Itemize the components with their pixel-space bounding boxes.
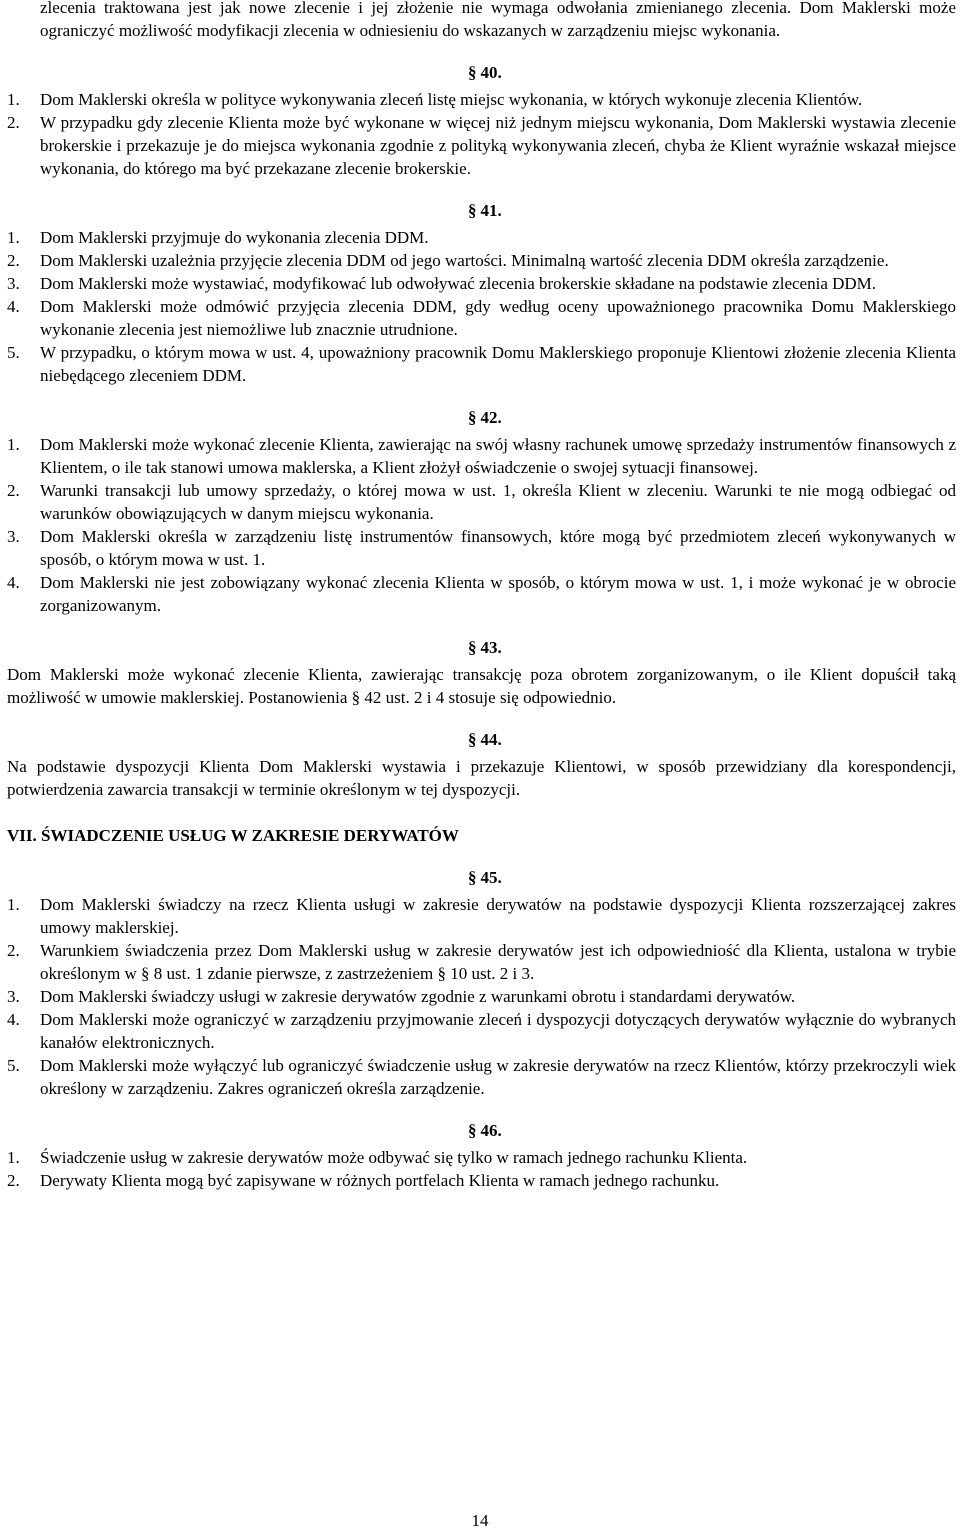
item-text: Dom Maklerski określa w polityce wykonywania zleceń listę miejsc wykonania, w których wykonuje zlecenia Klientów.: [40, 90, 863, 109]
item-text: Dom Maklerski określa w zarządzeniu listę instrumentów finansowych, które mogą być przedmiotem zleceń wykonywanych w sposób, o którym mowa w ust. 1.: [40, 527, 956, 569]
section-sign: §: [468, 63, 477, 82]
item-number: 5.: [7, 1056, 20, 1075]
item-text: Dom Maklerski przyjmuje do wykonania zlecenia DDM.: [40, 228, 429, 247]
item-number: 2.: [7, 251, 20, 270]
item-text: W przypadku, o którym mowa w ust. 4, upoważniony pracownik Domu Maklerskiego proponuje Klientowi złożenie zlecenia Klienta niebędącego zleceniem DDM.: [40, 343, 956, 385]
section-number: 40.: [480, 63, 502, 82]
section-number: 44.: [480, 730, 502, 749]
item-number: 1.: [7, 1148, 20, 1167]
list-item: [7, 1008, 956, 1054]
item-text: Warunki transakcji lub umowy sprzedaży, o której mowa w ust. 1, określa Klient w zleceniu. Warunki te nie mogą odbiegać od warunków obowiązujących w danym miejscu wykonania.: [40, 481, 956, 523]
section-44-text: Na podstawie dyspozycji Klienta Dom Maklerski wystawia i przekazuje Klientowi, w sposób przewidziany dla korespondencji, potwierdzenia zawarcia transakcji w terminie określonym w tej dyspozycji.: [7, 757, 956, 799]
item-text: Derywaty Klienta mogą być zapisywane w różnych portfelach Klienta w ramach jednego rachunku.: [40, 1171, 720, 1190]
section-number: 43.: [480, 638, 502, 657]
item-text: Dom Maklerski może wykonać zlecenie Klienta, zawierając na swój własny rachunek umowę sprzedaży instrumentów finansowych z Klientem, o ile tak stanowi umowa maklerska, a Klient złożył oświadczenie o swojej sytuacji finansowej.: [40, 435, 956, 477]
section-42-heading: [468, 407, 956, 429]
intro-paragraph: zlecenia traktowana jest jak nowe zlecenie i jej złożenie nie wymaga odwołania zmienianego zlecenia. Dom Maklerski może ograniczyć możliwość modyfikacji zlecenia w odniesieniu do wskazanych w zarządzeniu miejsc wykonania.: [40, 0, 956, 40]
item-number: 2.: [7, 481, 20, 500]
list-item: [7, 272, 956, 295]
list-item: [7, 226, 956, 249]
section-sign: §: [468, 638, 477, 657]
item-number: 4.: [7, 1010, 20, 1029]
item-text: Dom Maklerski może ograniczyć w zarządzeniu przyjmowanie zleceń i dyspozycji dotyczących derywatów wyłącznie do wybranych kanałów elektronicznych.: [40, 1010, 956, 1052]
list-item: [7, 939, 956, 985]
item-text: Dom Maklerski może odmówić przyjęcia zlecenia DDM, gdy według oceny upoważnionego pracownika Domu Maklerskiego wykonanie zlecenia jest niemożliwe lub znacznie utrudnione.: [40, 297, 956, 339]
section-40-heading: [468, 62, 956, 84]
item-number: 1.: [7, 435, 20, 454]
section-46-heading: [468, 1120, 956, 1142]
item-text: Dom Maklerski uzależnia przyjęcie zlecenia DDM od jego wartości. Minimalną wartość zlecenia DDM określa zarządzenie.: [40, 251, 889, 270]
list-item: [7, 571, 956, 617]
item-number: 5.: [7, 343, 20, 362]
document-page: [7, 0, 956, 1192]
item-text: Warunkiem świadczenia przez Dom Maklerski usług w zakresie derywatów jest ich odpowiedniość dla Klienta, ustalona w trybie określonym w § 8 ust. 1 zdanie pierwsze, z zastrzeżeniem § 10 ust. 2 i 3.: [40, 941, 956, 983]
list-item: [7, 525, 956, 571]
item-number: 4.: [7, 297, 20, 316]
item-number: 3.: [7, 987, 20, 1006]
item-number: 2.: [7, 1171, 20, 1190]
section-number: 45.: [480, 868, 502, 887]
section-41-list: [7, 226, 956, 387]
section-40-list: [7, 88, 956, 180]
section-sign: §: [468, 730, 477, 749]
item-number: 3.: [7, 274, 20, 293]
section-45-list: [7, 893, 956, 1100]
item-number: 2.: [7, 941, 20, 960]
section-number: 41.: [480, 201, 502, 220]
section-sign: §: [468, 1121, 477, 1140]
item-text: Dom Maklerski może wyłączyć lub ograniczyć świadczenie usług w zakresie derywatów na rzecz Klientów, którzy przekroczyli wiek określony w zarządzeniu. Zakres ograniczeń określa zarządzenie.: [40, 1056, 956, 1098]
item-text: Świadczenie usług w zakresie derywatów może odbywać się tylko w ramach jednego rachunku Klienta.: [40, 1148, 748, 1167]
list-item: [7, 433, 956, 479]
section-45-heading: [468, 867, 956, 889]
section-44-heading: [468, 729, 956, 751]
item-text: Dom Maklerski świadczy usługi w zakresie derywatów zgodnie z warunkami obrotu i standardami derywatów.: [40, 987, 796, 1006]
page-number: 14: [471, 1511, 489, 1530]
list-item: [7, 295, 956, 341]
section-46-list: [7, 1146, 956, 1192]
item-number: 1.: [7, 90, 20, 109]
item-number: 4.: [7, 573, 20, 592]
item-number: 1.: [7, 228, 20, 247]
section-43-heading: [468, 637, 956, 659]
chapter-heading: VII. ŚWIADCZENIE USŁUG W ZAKRESIE DERYWATÓW: [7, 826, 459, 845]
section-sign: §: [468, 408, 477, 427]
list-item: [7, 88, 956, 111]
list-item: [7, 479, 956, 525]
list-item: [7, 893, 956, 939]
section-43-text: Dom Maklerski może wykonać zlecenie Klienta, zawierając transakcję poza obrotem zorganizowanym, o ile Klient dopuścił taką możliwość w umowie maklerskiej. Postanowienia § 42 ust. 2 i 4 stosuje się odpowiednio.: [7, 665, 956, 707]
section-sign: §: [468, 868, 477, 887]
section-sign: §: [468, 201, 477, 220]
list-item: [7, 1146, 956, 1169]
section-42-list: [7, 433, 956, 617]
item-number: 1.: [7, 895, 20, 914]
list-item: [7, 1169, 956, 1192]
list-item: [7, 341, 956, 387]
item-text: W przypadku gdy zlecenie Klienta może być wykonane w więcej niż jednym miejscu wykonania, Dom Maklerski wystawia zlecenie brokerskie i przekazuje je do miejsca wykonania zgodnie z polityką wykonywania zleceń, chyba że Klient wyraźnie wskazał miejsce wykonania, do którego ma być przekazane zlecenie brokerskie.: [40, 113, 956, 178]
item-text: Dom Maklerski może wystawiać, modyfikować lub odwoływać zlecenia brokerskie składane na podstawie zlecenia DDM.: [40, 274, 877, 293]
list-item: [7, 111, 956, 180]
item-number: 2.: [7, 113, 20, 132]
item-text: Dom Maklerski świadczy na rzecz Klienta usługi w zakresie derywatów na podstawie dyspozycji Klienta rozszerzającej zakres umowy maklerskiej.: [40, 895, 956, 937]
list-item: [7, 1054, 956, 1100]
section-number: 46.: [480, 1121, 502, 1140]
list-item: [7, 985, 956, 1008]
list-item: [7, 249, 956, 272]
section-41-heading: [468, 200, 956, 222]
section-number: 42.: [480, 408, 502, 427]
item-number: 3.: [7, 527, 20, 546]
item-text: Dom Maklerski nie jest zobowiązany wykonać zlecenia Klienta w sposób, o którym mowa w ust. 1, i może wykonać je w obrocie zorganizowanym.: [40, 573, 956, 615]
